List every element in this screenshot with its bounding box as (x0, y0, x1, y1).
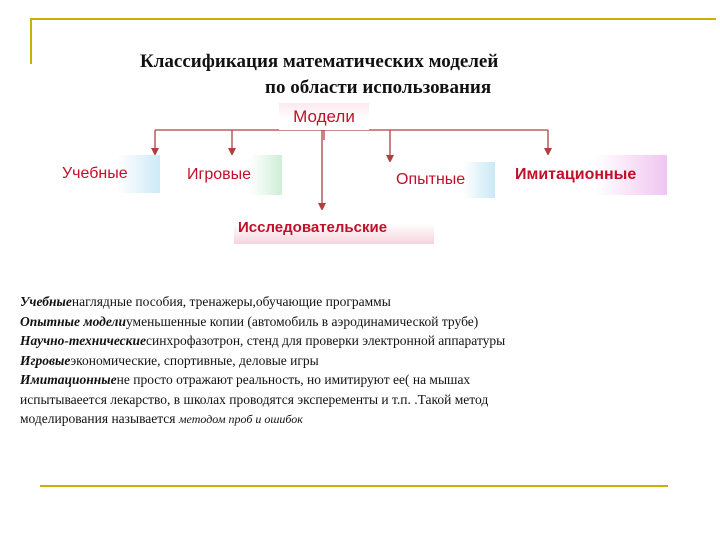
description-term: Имитационные (20, 372, 117, 387)
description-text (20, 292, 700, 430)
title-line-2: по области использования (265, 77, 492, 98)
description-line (20, 312, 700, 332)
continuation-prefix: моделирования называется (20, 411, 179, 426)
description-term: Учебные (20, 294, 72, 309)
continuation-line-1: испытываеется лекарство, в школах проводятся эксперементы и т.п. .Такой метод (20, 391, 489, 407)
node-igrovye: Игровые (177, 155, 282, 195)
description-detail: синхрофазотрон, стенд для проверки электронной аппаратуры (146, 333, 506, 348)
description-detail: уменьшенные копии (автомобиль в аэродинамической трубе) (125, 313, 479, 329)
node-opytnye: Опытные (388, 162, 495, 198)
description-term: Научно-технические (20, 333, 147, 348)
method-emphasis: методом проб и ошибок (178, 412, 303, 426)
continuation-line-2 (20, 409, 700, 430)
node-issledovatelskie: Исследовательские (234, 210, 434, 244)
description-line (20, 370, 700, 390)
title-line-1: Классификация математических моделей (140, 51, 499, 72)
frame-bottom-line (40, 485, 668, 487)
node-models-root: Модели (279, 103, 369, 130)
description-detail: не просто отражают реальность, но имитируют ее( на мышах (116, 372, 471, 387)
description-term: Игровые (20, 352, 71, 368)
description-detail: наглядные пособия, тренажеры,обучающие программы (71, 294, 391, 309)
description-detail: экономические, спортивные, деловые игры (70, 352, 319, 368)
node-ucheb: Учебные (52, 155, 160, 193)
node-imitacionnye: Имитационные (509, 155, 667, 195)
description-term: Опытные модели (20, 313, 126, 329)
description-line (20, 292, 700, 312)
description-line (20, 351, 700, 371)
description-line (20, 331, 700, 351)
